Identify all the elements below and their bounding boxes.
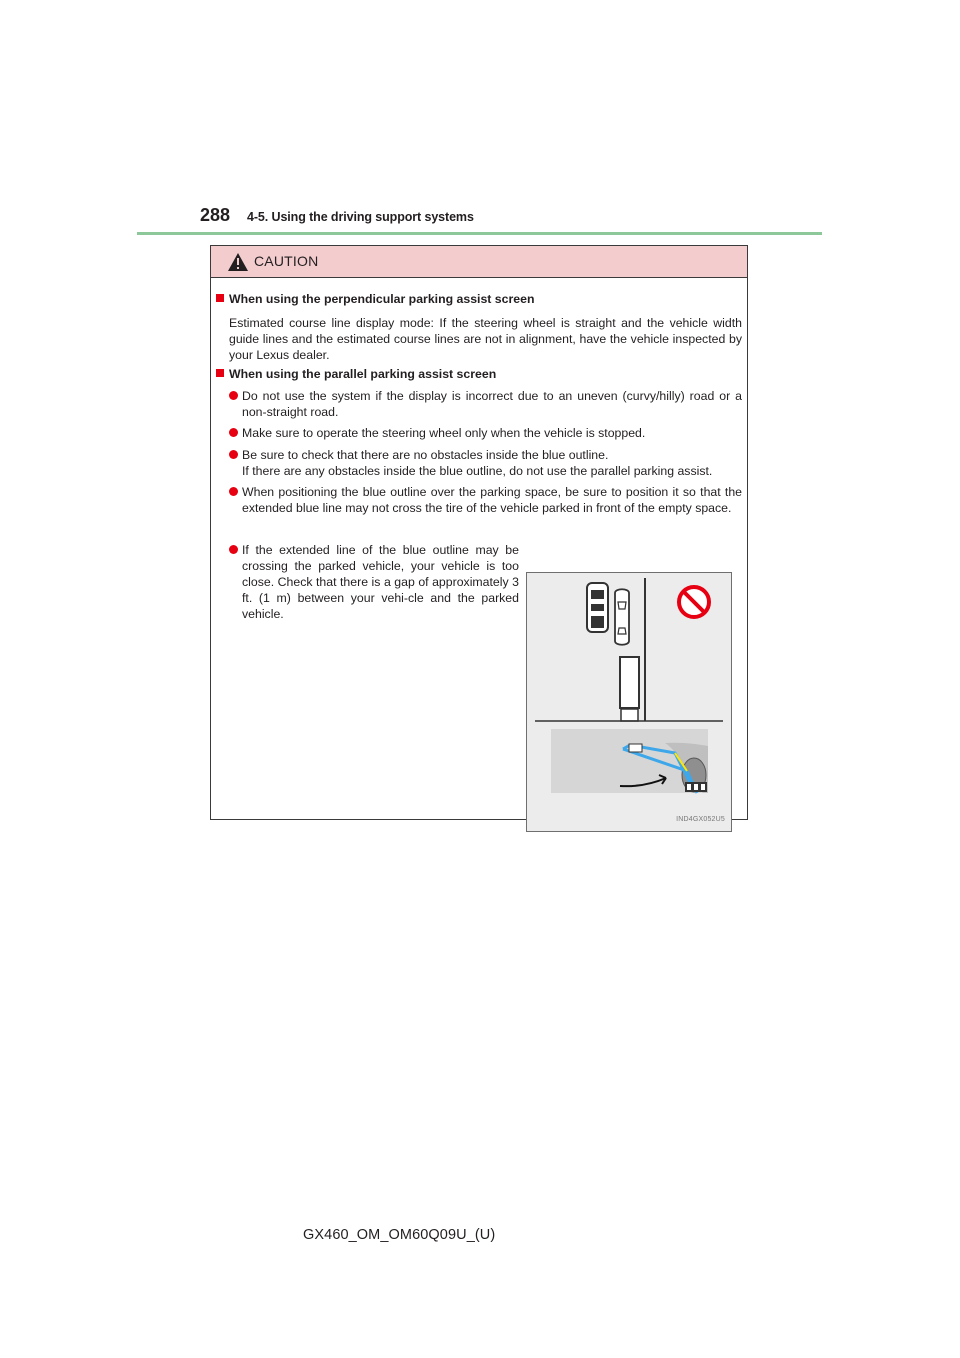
parking-clearance-illustration xyxy=(526,572,732,832)
page-number: 288 xyxy=(200,205,231,225)
perpendicular-heading-text: When using the perpendicular parking assist screen xyxy=(229,292,535,306)
caution-box xyxy=(210,245,748,823)
square-bullet-icon xyxy=(216,369,224,377)
caution-header xyxy=(211,246,747,278)
list-item-text: When positioning the blue outline over the parking space, be sure to position it so that the extended blue line may not cross the tire of the vehicle parked in front of the empty space. xyxy=(242,485,742,515)
parked-suv-icon xyxy=(587,583,608,632)
round-bullet-icon xyxy=(229,428,238,437)
rear-camera-display xyxy=(551,729,708,793)
parallel-heading-text: When using the parallel parking assist screen xyxy=(229,367,497,381)
list-item xyxy=(229,388,742,420)
list-item xyxy=(229,447,742,479)
round-bullet-icon xyxy=(229,391,238,400)
perpendicular-warning-text: Estimated course line display mode: If the steering wheel is straight and the vehicle width guide lines and the estimated course lines are not in alignment, have the vehicle inspected by your Lexus dealer. xyxy=(229,316,742,362)
parking-diagram xyxy=(527,573,731,831)
image-code: IND4GX052U5 xyxy=(676,816,725,823)
round-bullet-icon xyxy=(229,450,238,459)
document-code: GX460_OM_OM60Q09U_(U) xyxy=(303,1227,496,1243)
section-title: 4-5. Using the driving support systems xyxy=(247,210,474,224)
list-item-text: Make sure to operate the steering wheel only when the vehicle is stopped. xyxy=(242,426,646,440)
header-divider xyxy=(137,232,822,235)
list-item xyxy=(229,484,742,516)
parallel-heading xyxy=(211,366,759,382)
square-bullet-icon xyxy=(216,294,224,302)
list-item xyxy=(229,542,519,622)
round-bullet-icon xyxy=(229,487,238,496)
list-item-text: If the extended line of the blue outline may be crossing the parked vehicle, your vehicle is too close. Check that there is a gap of approximately 3 ft. (1 m) between your vehi-cle and the parked vehicle. xyxy=(242,543,519,621)
list-item-text: Do not use the system if the display is incorrect due to an uneven (curvy/hilly) road or a non-straight road. xyxy=(242,389,742,419)
warning-triangle-icon xyxy=(227,252,249,272)
list-item-text: Be sure to check that there are no obstacles inside the blue outline. xyxy=(242,448,609,462)
list-item xyxy=(229,425,742,441)
own-car-icon xyxy=(615,589,629,645)
prohibited-icon xyxy=(679,587,709,617)
page-header xyxy=(200,205,800,235)
round-bullet-icon xyxy=(229,545,238,554)
list-item-text: If there are any obstacles inside the blue outline, do not use the parallel parking assist. xyxy=(242,464,713,478)
perpendicular-heading xyxy=(211,291,759,307)
caution-label: CAUTION xyxy=(254,253,319,269)
